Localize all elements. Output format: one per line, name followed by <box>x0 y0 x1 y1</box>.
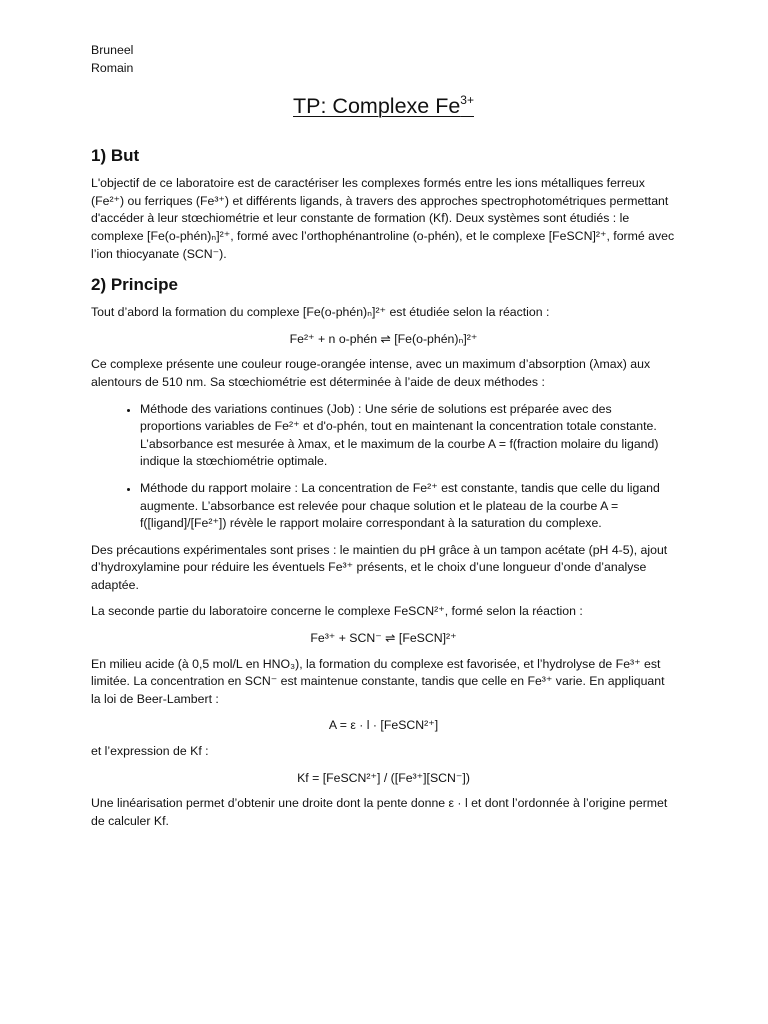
title-text: TP: Complexe Fe <box>293 94 461 119</box>
list-item-job-method: • Méthode des variations continues (Job) : Une série de solutions est préparée avec des proportions variables de Fe²⁺ et d'o-phén, tout en maintenant la concentration totale constante. L’absorbance est mesurée à λmax, et le maximum de la courbe A = f(fraction molaire du ligand) indique la stœchiométrie optimale. <box>139 401 676 471</box>
methods-list <box>91 401 676 533</box>
conclusion-paragraph: Une linéarisation permet d’obtenir une droite dont la pente donne ε · l et dont l’ordonnée à l’origine permet de calculer Kf. <box>91 796 668 828</box>
equation-kf: Kf = [FeSCN²⁺] / ([Fe³⁺][SCN⁻]) <box>297 770 470 785</box>
principe-intro: Tout d’abord la formation du complexe [Fe(o-phén)ₙ]²⁺ est étudiée selon la réaction : <box>91 305 550 320</box>
kf-intro: et l’expression de Kf : <box>91 744 209 759</box>
section-principe <box>91 274 676 830</box>
but-paragraph: L'objectif de ce laboratoire est de caractériser les complexes formés entre les ions métalliques ferreux (Fe²⁺) ou ferriques (Fe³⁺) et différents ligands, à travers des approches spectrophotométriques permettant d'accéder à leur stœchiométrie et leur constante de formation (Kf). Deux systèmes sont étudiés : le complexe [Fe(o-phén)ₙ]²⁺, formé avec l’orthophénantroline (o-phén), et le complexe [FeSCN]²⁺, formé avec l’ion thiocyanate (SCN⁻). <box>91 176 675 261</box>
precautions-paragraph: Des précautions expérimentales sont prises : le maintien du pH grâce à un tampon acétate (pH 4-5), ajout d’hydroxylamine pour réduire les éventuels Fe³⁺ présents, et le choix d’une longueur d’onde d’analyse adaptée. <box>91 542 668 592</box>
section-but <box>91 145 676 263</box>
section-heading-but: 1) But <box>91 146 140 166</box>
author-last-name: Bruneel <box>91 43 134 57</box>
equation-fe-ophen: Fe²⁺ + n o-phén ⇌ [Fe(o-phén)ₙ]²⁺ <box>289 331 478 346</box>
absorption-paragraph: Ce complexe présente une couleur rouge-orangée intense, avec un maximum d’absorption (λmax) aux alentours de 510 nm. Sa stœchiométrie est déterminée à l’aide de deux méthodes : <box>91 357 651 389</box>
acid-medium-paragraph: En milieu acide (à 0,5 mol/L en HNO₃), la formation du complexe est favorisée, et l’hydrolyse de Fe³⁺ est limitée. La concentration en SCN⁻ est maintenue constante, tandis que celle en Fe³⁺ varie. En appliquant la loi de Beer-Lambert : <box>91 656 665 706</box>
section-heading-principe: 2) Principe <box>91 275 178 295</box>
author-block <box>91 42 676 77</box>
title-superscript: 3+ <box>460 93 474 108</box>
list-item-molar-ratio-method: • Méthode du rapport molaire : La concentration de Fe²⁺ est constante, tandis que celle du ligand augmente. L’absorbance est relevée pour chaque solution et le plateau de la courbe A = f([ligand]/[Fe²⁺]) révèle le rapport molaire correspondant à la saturation du complexe. <box>139 480 676 533</box>
second-part-paragraph: La seconde partie du laboratoire concerne le complexe FeSCN²⁺, formé selon la réaction : <box>91 604 583 619</box>
author-first-name: Romain <box>91 60 134 75</box>
equation-fescn: Fe³⁺ + SCN⁻ ⇌ [FeSCN]²⁺ <box>310 631 457 646</box>
equation-beer-lambert: A = ε · l · [FeSCN²⁺] <box>328 718 439 733</box>
page-title <box>91 92 676 120</box>
